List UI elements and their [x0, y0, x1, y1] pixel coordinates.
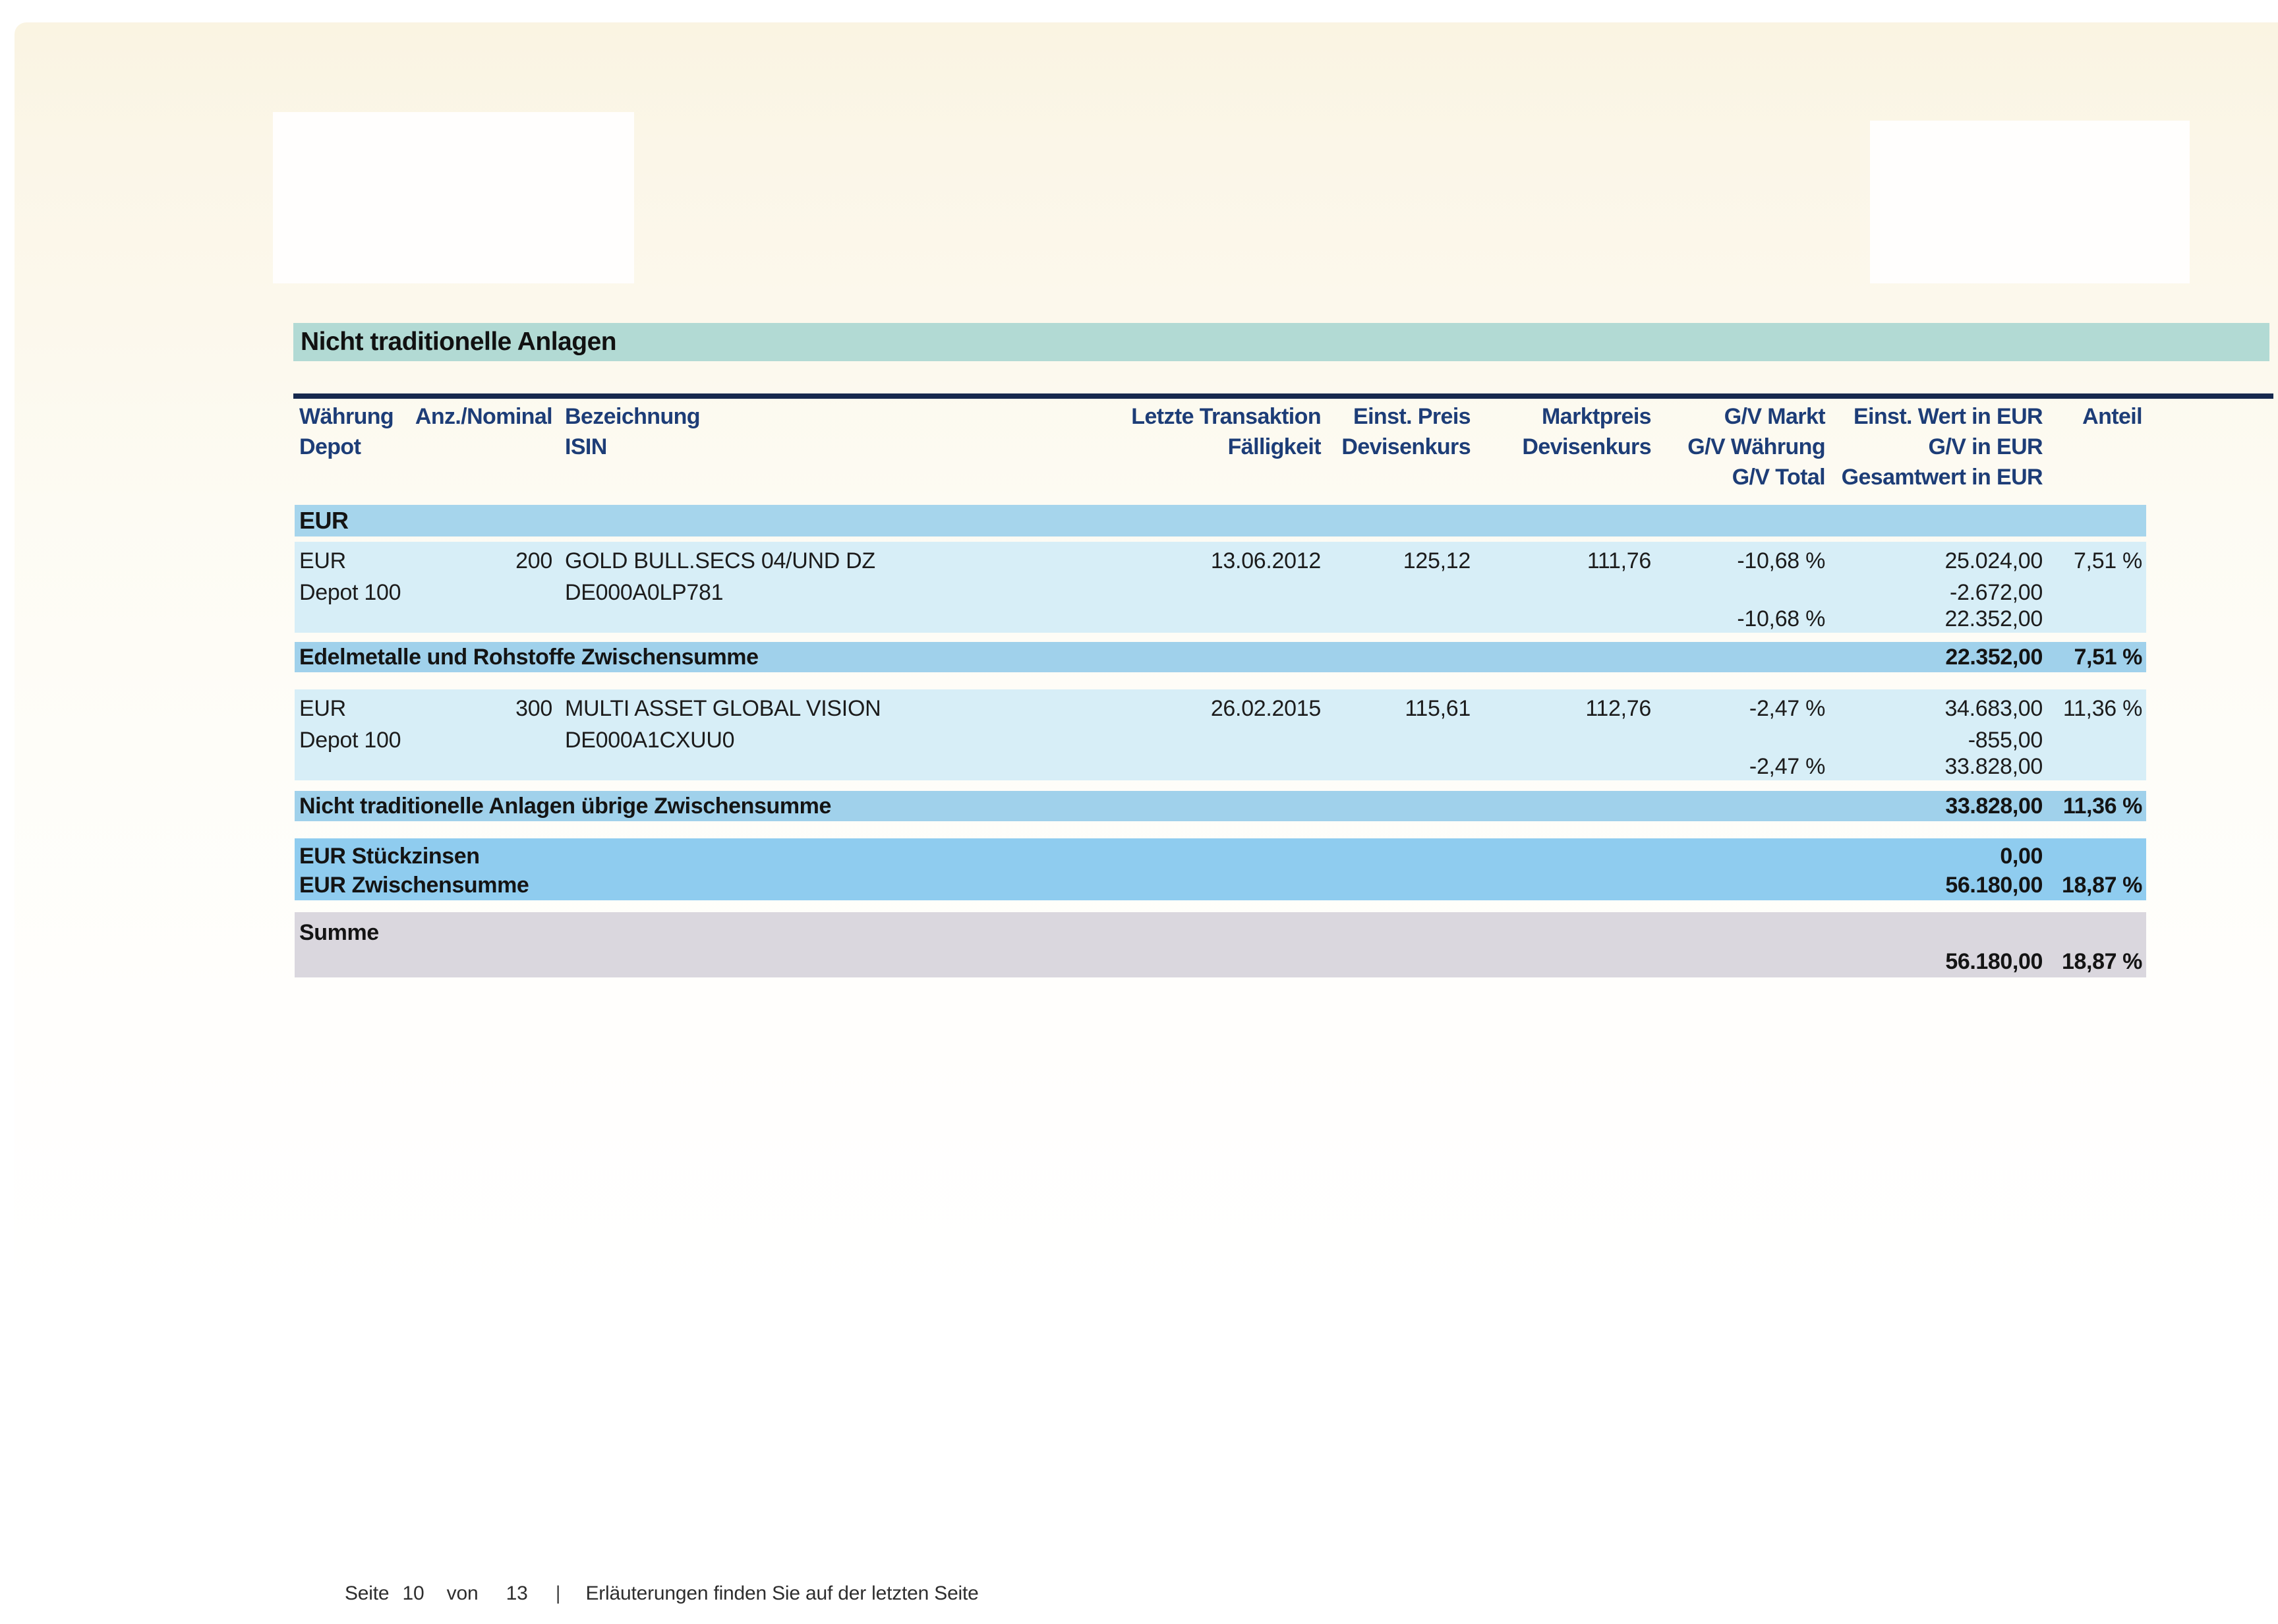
position-line-2: [295, 579, 2146, 606]
accrued-interest-value: 0,00: [2000, 844, 2043, 869]
column-header-devisenkurs-markt: Devisenkurs: [1522, 434, 1651, 459]
position-gv-in-eur: -855,00: [1968, 728, 2043, 753]
currency-group-band: [295, 505, 2146, 536]
table-header-rule: [293, 393, 2273, 399]
currency-subtotal-line: [295, 871, 2146, 899]
position-line-2: [295, 726, 2146, 754]
table-header-row-2: [295, 432, 2146, 461]
position-einst-preis: 115,61: [1405, 696, 1471, 721]
position-line-3: [295, 753, 2146, 780]
column-header-gv-waehrung: G/V Währung: [1687, 434, 1825, 459]
position-marktpreis: 111,76: [1587, 548, 1651, 573]
position-gesamtwert: 33.828,00: [1944, 754, 2043, 779]
column-header-bezeichnung: Bezeichnung: [565, 404, 700, 429]
column-header-einst-preis: Einst. Preis: [1353, 404, 1471, 429]
footer-page-number: 10: [402, 1582, 424, 1604]
position-currency: EUR: [299, 696, 346, 721]
column-header-anteil: Anteil: [2082, 404, 2142, 429]
accrued-interest-label: EUR Stückzinsen: [299, 844, 480, 869]
currency-subtotal-label: EUR Zwischensumme: [299, 873, 529, 898]
position-depot: Depot 100: [299, 580, 401, 605]
page-footer: [345, 1580, 979, 1607]
subtotal-value: 22.352,00: [1945, 645, 2043, 670]
grand-total-anteil: 18,87 %: [2062, 949, 2142, 974]
column-header-gesamtwert-in-eur: Gesamtwert in EUR: [1841, 465, 2043, 490]
column-header-gv-in-eur: G/V in EUR: [1928, 434, 2043, 459]
currency-subtotal-anteil: 18,87 %: [2062, 873, 2142, 898]
subtotal-row-uebrige: [295, 791, 2146, 821]
currency-totals-band: [295, 838, 2146, 900]
subtotal-anteil: 7,51 %: [2074, 645, 2142, 670]
footer-page-word: Seite: [345, 1582, 390, 1604]
column-header-marktpreis: Marktpreis: [1542, 404, 1651, 429]
footer-note: Erläuterungen finden Sie auf der letzten Seite: [585, 1582, 979, 1604]
position-name: MULTI ASSET GLOBAL VISION: [565, 696, 881, 721]
currency-subtotal-value: 56.180,00: [1945, 873, 2043, 898]
position-line-3: [295, 605, 2146, 633]
grand-total-label-line: [295, 919, 2146, 946]
subtotal-label: Edelmetalle und Rohstoffe Zwischensumme: [299, 645, 759, 670]
subtotal-row-edelmetalle: [295, 642, 2146, 672]
column-header-gv-total: G/V Total: [1732, 465, 1825, 490]
position-marktpreis: 112,76: [1585, 696, 1651, 721]
accrued-interest-line: [295, 842, 2146, 870]
position-gesamtwert: 22.352,00: [1944, 606, 2043, 631]
column-header-einst-wert-in-eur: Einst. Wert in EUR: [1853, 404, 2043, 429]
position-nominal: 200: [515, 548, 552, 573]
column-header-depot: Depot: [299, 434, 361, 459]
table-header: [295, 399, 2146, 498]
footer-divider: |: [555, 1582, 561, 1604]
position-currency: EUR: [299, 548, 346, 573]
position-isin: DE000A0LP781: [565, 580, 724, 605]
subtotal-line: [295, 791, 2146, 821]
redacted-area-left: [273, 112, 634, 283]
subtotal-anteil: 11,36 %: [2062, 794, 2142, 819]
position-isin: DE000A1CXUU0: [565, 728, 735, 753]
grand-total-label: Summe: [299, 920, 379, 945]
subtotal-value: 33.828,00: [1945, 794, 2043, 819]
position-last-transaction: 13.06.2012: [1210, 548, 1321, 573]
column-header-waehrung: Währung: [299, 404, 394, 429]
table-header-row-3: [295, 463, 2146, 492]
column-header-gv-markt: G/V Markt: [1724, 404, 1825, 429]
currency-group-label: EUR: [299, 507, 349, 534]
position-anteil: 11,36 %: [2062, 696, 2142, 721]
position-line-1: [295, 695, 2146, 722]
position-row-multi-asset: [295, 689, 2146, 780]
grand-total-value: 56.180,00: [1945, 949, 2043, 974]
column-header-anz-nominal: Anz./Nominal: [415, 404, 552, 429]
position-einst-wert: 34.683,00: [1944, 696, 2043, 721]
position-anteil: 7,51 %: [2073, 548, 2142, 573]
position-name: GOLD BULL.SECS 04/UND DZ: [565, 548, 875, 573]
column-header-isin: ISIN: [565, 434, 607, 459]
subtotal-line: [295, 642, 2146, 672]
table-header-row-1: [295, 402, 2146, 431]
position-gv-total: -2,47 %: [1749, 754, 1825, 779]
position-einst-preis: 125,12: [1403, 548, 1471, 573]
position-nominal: 300: [515, 696, 552, 721]
position-line-1: [295, 547, 2146, 575]
subtotal-label: Nicht traditionelle Anlagen übrige Zwischensumme: [299, 794, 832, 819]
redacted-area-right: [1870, 121, 2190, 283]
column-header-devisenkurs-einst: Devisenkurs: [1341, 434, 1471, 459]
column-header-letzte-transaktion: Letzte Transaktion: [1131, 404, 1321, 429]
grand-total-band: [295, 912, 2146, 977]
position-last-transaction: 26.02.2015: [1210, 696, 1321, 721]
position-depot: Depot 100: [299, 728, 401, 753]
grand-total-value-line: [295, 948, 2146, 975]
position-einst-wert: 25.024,00: [1944, 548, 2043, 573]
footer-of-word: von: [446, 1582, 479, 1604]
position-row-gold-bull: [295, 542, 2146, 633]
position-gv-markt: -10,68 %: [1737, 548, 1825, 573]
section-title-band: [293, 323, 2269, 361]
position-gv-in-eur: -2.672,00: [1950, 580, 2043, 605]
column-header-faelligkeit: Fälligkeit: [1227, 434, 1321, 459]
section-title: Nicht traditionelle Anlagen: [301, 328, 617, 356]
position-gv-markt: -2,47 %: [1749, 696, 1825, 721]
footer-total-pages: 13: [506, 1582, 528, 1604]
position-gv-total: -10,68 %: [1737, 606, 1825, 631]
